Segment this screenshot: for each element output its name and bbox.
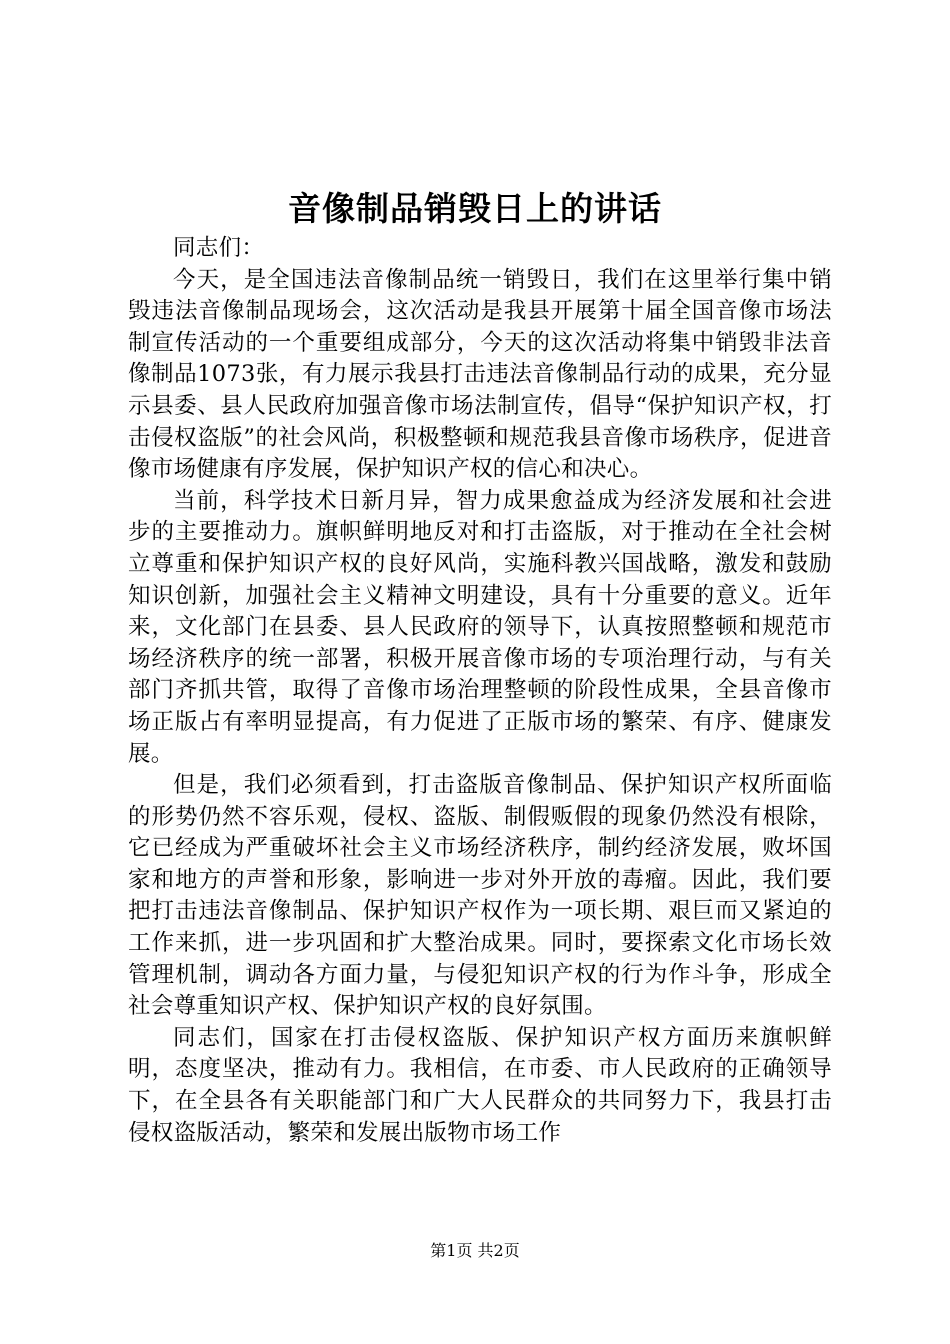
paragraph: 今天，是全国违法音像制品统一销毁日，我们在这里举行集中销毁违法音像制品现场会，这次活动是我县开展第十届全国音像市场法制宣传活动的一个重要组成部分，今天的这次活动将集中销毁非法音像制品1073张，有力展示我县打击违法音像制品行动的成果，充分显示县委、县人民政府加强音像市场法制宣传，倡导“保护知识产权，打击侵权盗版”的社会风尚，积极整顿和规范我县音像市场秩序，促进音像市场健康有序发展，保护知识产权的信心和决心。 bbox=[128, 266, 832, 483]
paragraph: 但是，我们必须看到，打击盗版音像制品、保护知识产权所面临的形势仍然不容乐观，侵权、盗版、制假贩假的现象仍然没有根除，它已经成为严重破坏社会主义市场经济秩序，制约经济发展，败坏国家和地方的声誉和形象，影响进一步对外开放的毒瘤。因此，我们要把打击违法音像制品、保护知识产权作为一项长期、艰巨而又紧迫的工作来抓，进一步巩固和扩大整治成果。同时，要探索文化市场长效管理机制，调动各方面力量，与侵犯知识产权的行为作斗争，形成全社会尊重知识产权、保护知识产权的良好氛围。 bbox=[128, 772, 832, 1020]
document-body bbox=[128, 233, 832, 1149]
page-number: 第1页 共2页 bbox=[430, 1241, 520, 1260]
page-footer bbox=[0, 1240, 950, 1262]
document-title: 音像制品销毁日上的讲话 bbox=[288, 189, 662, 228]
paragraph: 当前，科学技术日新月异，智力成果愈益成为经济发展和社会进步的主要推动力。旗帜鲜明地反对和打击盗版，对于推动在全社会树立尊重和保护知识产权的良好风尚，实施科教兴国战略，激发和鼓励知识创新，加强社会主义精神文明建设，具有十分重要的意义。近年来，文化部门在县委、县人民政府的领导下，认真按照整顿和规范市场经济秩序的统一部署，积极开展音像市场的专项治理行动，与有关部门齐抓共管，取得了音像市场治理整顿的阶段性成果，全县音像市场正版占有率明显提高，有力促进了正版市场的繁荣、有序、健康发展。 bbox=[128, 487, 832, 767]
paragraph: 同志们，国家在打击侵权盗版、保护知识产权方面历来旗帜鲜明，态度坚决，推动有力。我相信，在市委、市人民政府的正确领导下，在全县各有关职能部门和广大人民群众的共同努力下，我县打击侵权盗版活动，繁荣和发展出版物市场工作 bbox=[128, 1024, 832, 1146]
salutation: 同志们： bbox=[173, 235, 265, 261]
